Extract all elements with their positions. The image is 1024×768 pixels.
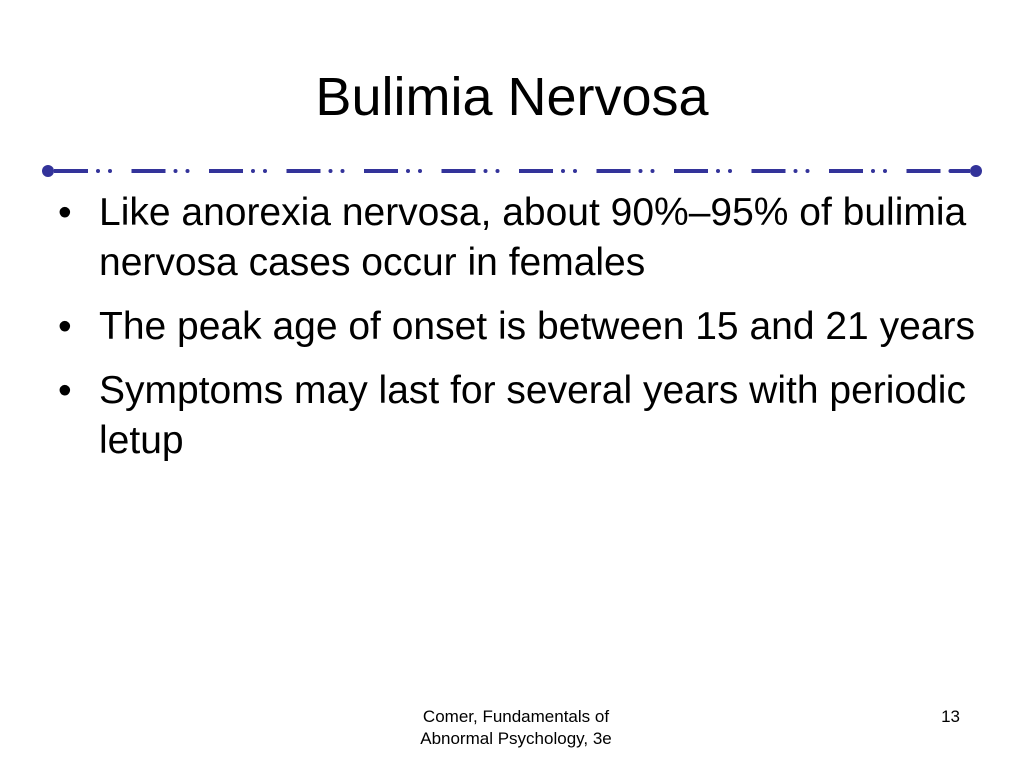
divider-end-dot — [970, 165, 982, 177]
divider-dot — [406, 169, 410, 173]
footer-source — [386, 706, 646, 750]
bullet-text: Like anorexia nervosa, about 90%–95% of bulimia nervosa cases occur in females — [99, 191, 967, 284]
divider-dot — [186, 169, 190, 173]
footer-source-line: Comer, Fundamentals of — [422, 707, 610, 726]
bullet-item — [58, 302, 978, 352]
divider-dot — [806, 169, 810, 173]
divider-dot — [883, 169, 887, 173]
divider-dot — [108, 169, 112, 173]
page-number: 13 — [941, 707, 960, 726]
divider-dot — [251, 169, 255, 173]
divider-dot — [573, 169, 577, 173]
bullet-item — [58, 188, 978, 288]
bullet-list — [58, 188, 978, 480]
divider-dot — [716, 169, 720, 173]
divider-dot — [651, 169, 655, 173]
divider-dot — [639, 169, 643, 173]
bullet-icon: • — [58, 191, 72, 234]
title-divider — [40, 160, 984, 182]
slide-title: Bulimia Nervosa — [315, 67, 709, 127]
bullet-text: The peak age of onset is between 15 and 21 years — [99, 305, 975, 348]
divider-dot — [561, 169, 565, 173]
bullet-text: Symptoms may last for several years with periodic letup — [99, 369, 966, 462]
divider-dot — [263, 169, 267, 173]
divider-dot — [728, 169, 732, 173]
bullet-icon: • — [58, 305, 72, 348]
divider-dot — [794, 169, 798, 173]
divider-end-dot — [42, 165, 54, 177]
divider-dot — [341, 169, 345, 173]
divider-dot — [496, 169, 500, 173]
divider-dot — [871, 169, 875, 173]
bullet-icon: • — [58, 369, 72, 412]
bullet-item — [58, 366, 978, 466]
footer-source-line: Abnormal Psychology, 3e — [420, 729, 612, 748]
divider-dot — [174, 169, 178, 173]
divider-dot — [96, 169, 100, 173]
divider-dot — [484, 169, 488, 173]
divider-dot — [329, 169, 333, 173]
divider-dot — [418, 169, 422, 173]
